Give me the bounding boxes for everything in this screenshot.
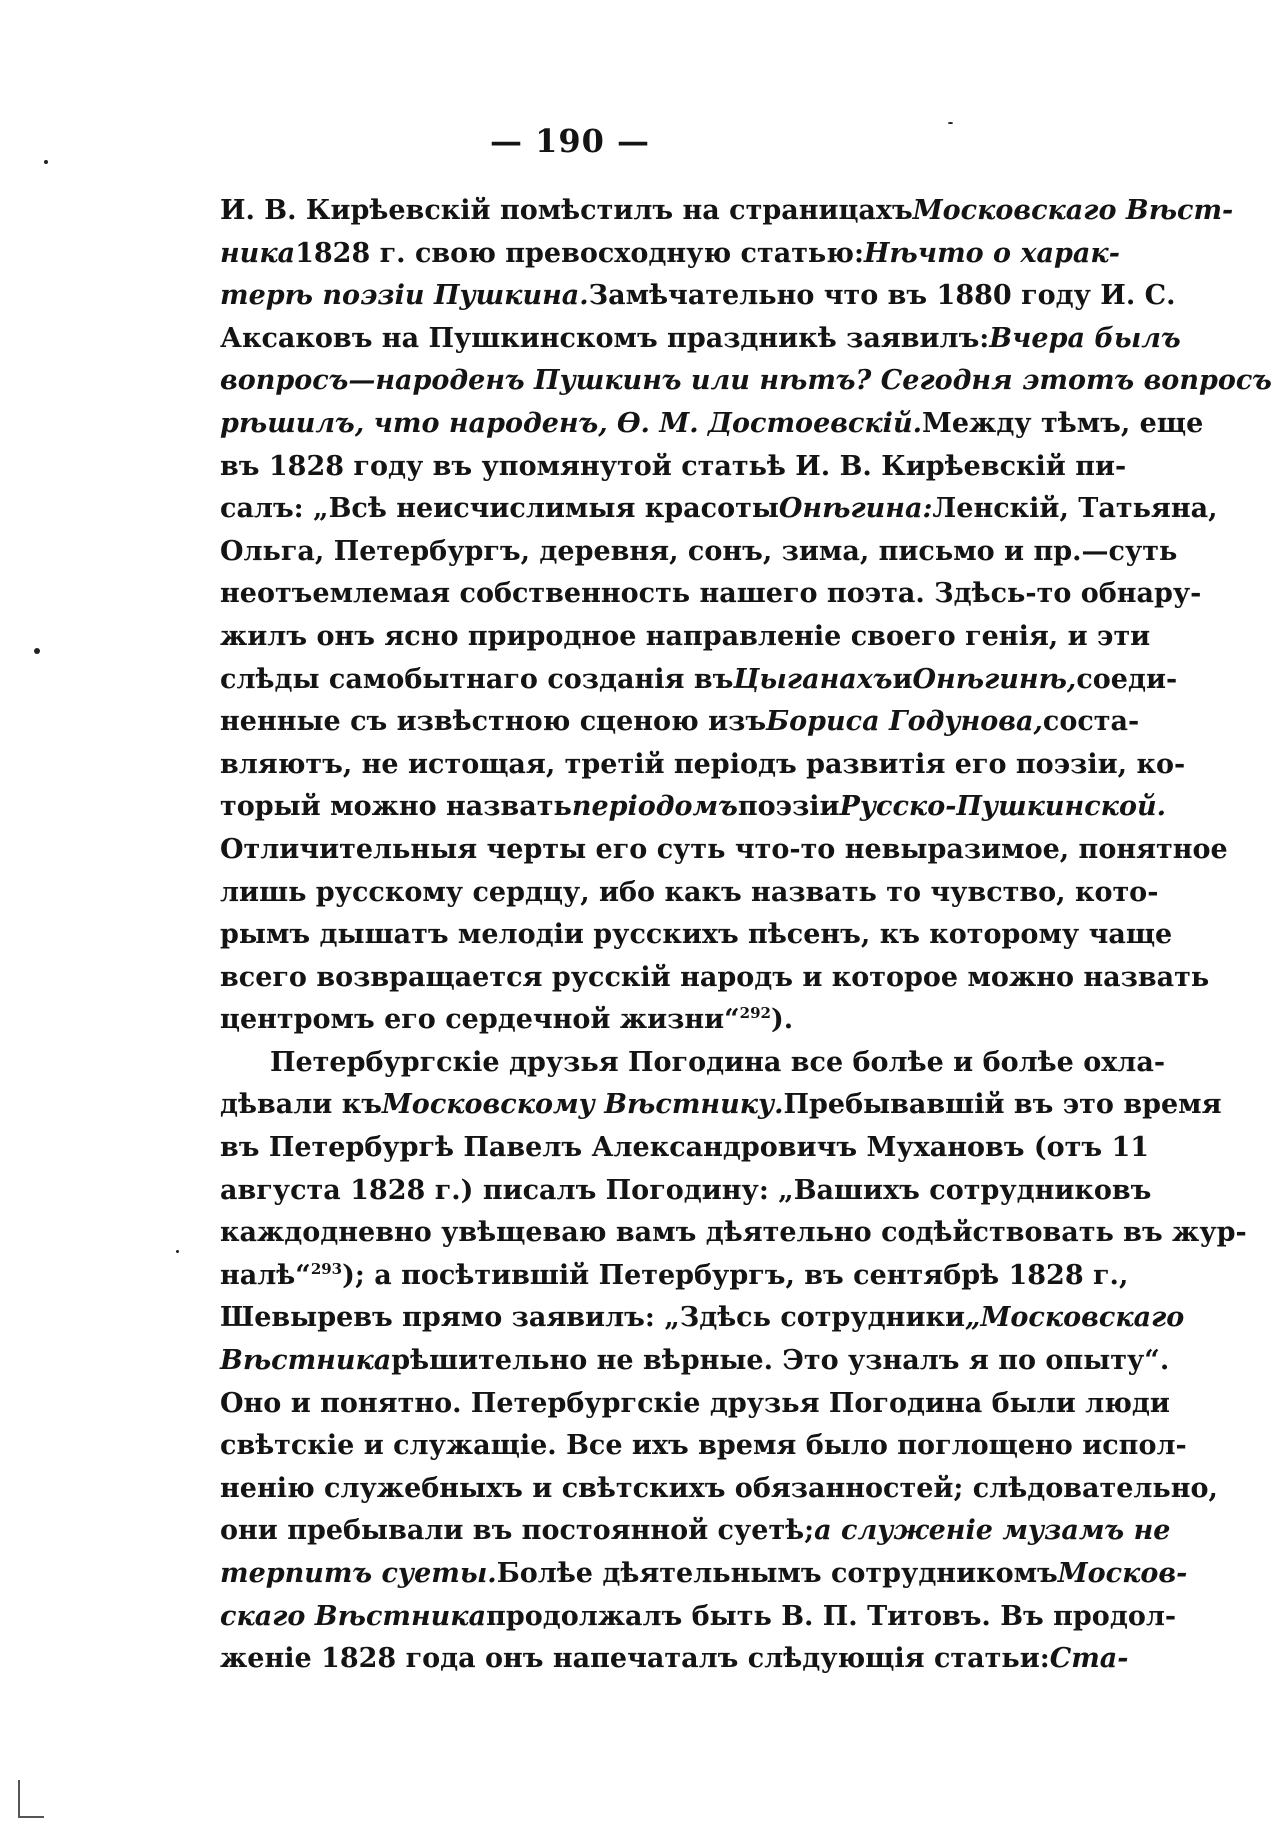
text-line [220,1170,1152,1213]
text-span: рымъ дышатъ мелодіи русскихъ пѣсенъ, къ которому чаще [220,919,1173,951]
text-line [220,446,1127,489]
text-line [220,616,1151,659]
italic-span: скаго Вѣстника [220,1600,487,1632]
text-line [220,659,1178,702]
text-span: Ленскій, Татьяна, [932,493,1218,525]
text-line [220,1596,1177,1639]
body-text [220,190,1272,1681]
text-line [220,1127,1150,1170]
text-span: салъ: „Всѣ неисчислимыя красоты [220,493,779,525]
text-line [220,318,1181,361]
page-number: — 190 — [489,122,651,160]
italic-span: Онѣгина: [778,493,933,525]
text-span: И. В. Кирѣевскій помѣстилъ на страницахъ [220,195,913,226]
text-part: налѣ“ [220,1259,311,1291]
italic-span: Московскому Вѣстнику. [381,1089,784,1121]
italic-span: Вчера былъ [989,322,1181,354]
text-span: Аксаковъ на Пушкинскомъ праздникѣ заявилъ: [220,322,990,354]
text-line [220,1553,1188,1596]
text-span: жилъ онъ ясно природное направленіе своего генія, и эти [220,620,1151,652]
text-line [220,573,1202,616]
text-span: Болѣе дѣятельнымъ сотрудникомъ [496,1558,1058,1589]
italic-span: терѣ поэзіи Пушкина. [220,280,589,312]
italic-span: Вѣстника [220,1345,392,1377]
text-span: рѣшительно не вѣрные. Это узналъ я по опыту“. [391,1345,1170,1377]
scan-speck [34,648,40,654]
text-line [220,999,1070,1042]
footnote-ref: 292 [739,1004,771,1023]
italic-span: Москов- [1057,1558,1188,1589]
text-span: Шевыревъ прямо заявилъ: „Здѣсь сотрудники [220,1302,965,1334]
text-span: свѣтскіе и служащіе. Все ихъ время было поглощено испол- [220,1430,1187,1462]
text-line [220,233,1120,276]
text-part: ); а посѣтившій Петербургъ, въ сентябрѣ 1828 г., [342,1259,1129,1291]
italic-span: ника [220,237,296,269]
text-line [220,1212,1247,1255]
text-line [220,360,1272,403]
text-line [220,957,1210,1000]
scan-speck [948,122,953,124]
text-span: соста- [1042,706,1140,738]
italic-span: „Московскаго [965,1302,1185,1334]
text-line [220,786,1166,829]
text-line [220,1255,1129,1298]
italic-span: Ста- [1049,1643,1129,1675]
text-span: соеди- [1076,663,1178,695]
text-span: Замѣчательно что въ 1880 году И. С. [588,280,1176,312]
text-span: дѣвали къ [220,1089,382,1121]
text-span: вляютъ, не истощая, третій періодъ развитія его поэзіи, ко- [220,748,1186,780]
text-span: каждодневно увѣщеваю вамъ дѣятельно содѣйствовать въ жур- [220,1217,1247,1249]
text-span: Оно и понятно. Петербургскіе друзья Погодина были люди [220,1387,1170,1419]
italic-span: терпитъ суеты. [220,1558,497,1589]
text-line [220,872,1159,915]
italic-span: періодомъ [571,791,738,823]
italic-span: вопросъ—народенъ Пушкинъ или нѣтъ? Сегодня этотъ вопросъ [220,365,1272,397]
text-span: поэзіи [737,791,840,823]
scan-speck [176,1250,179,1253]
text-span: неотъемлемая собственность нашего поэта. Здѣсь-то обнару- [220,578,1202,610]
italic-span: Онѣгинѣ, [912,663,1077,695]
scan-speck [44,160,48,164]
text-span: торый можно назвать [220,791,572,823]
italic-span: Бориса Годунова, [766,706,1043,738]
italic-span: Нѣчто о харак- [863,237,1120,269]
italic-span: Московскаго Вѣст- [912,195,1234,226]
text-line [220,1383,1170,1426]
text-part: центромъ его сердечной жизни“ [220,1004,740,1036]
italic-span: Цыганахъ [733,663,893,695]
text-span: ненію служебныхъ и свѣтскихъ обязанностей; слѣдовательно, [220,1472,1218,1504]
text-line [220,829,1228,872]
text-span: они пребывали въ постоянной суетѣ; [220,1515,815,1547]
text-line [220,1084,1222,1127]
footnote-ref: 293 [310,1259,343,1278]
text-span [220,999,793,1042]
text-span: въ 1828 году въ упомянутой статьѣ И. В. Кирѣевскій пи- [220,450,1127,482]
text-span: ненные съ извѣстною сценою изъ [220,706,767,738]
text-span: продолжалъ быть В. П. Титовъ. Въ продол- [486,1600,1177,1632]
text-span: въ Петербургѣ Павелъ Александровичъ Мухановъ (отъ 11 [220,1132,1150,1164]
text-line [220,744,1186,787]
text-span: августа 1828 г.) писалъ Погодину: „Вашихъ сотрудниковъ [220,1174,1152,1206]
text-line [220,403,1204,446]
text-span: Между тѣмъ, еще [921,407,1204,439]
text-span: Пребывавшій въ это время [783,1089,1222,1121]
text-span: Ольга, Петербургъ, деревня, сонъ, зима, письмо и пр.—суть [220,535,1178,567]
text-span: слѣды самобытнаго созданія въ [220,663,734,695]
text-span: лишь русскому сердцу, ибо какъ назвать то чувство, кото- [220,876,1159,908]
text-line [220,1297,1185,1340]
text-span: Отличительныя черты его суть что-то невыразимое, понятное [220,833,1228,865]
text-part: ). [770,1004,794,1036]
scan-corner-mark [18,1780,44,1818]
text-line [220,1425,1187,1468]
text-span: женіе 1828 года онъ напечаталъ слѣдующія статьи: [220,1643,1050,1675]
text-line [220,914,1173,957]
text-line [220,1468,1218,1511]
text-span: 1828 г. свою превосходную статью: [295,237,864,269]
text-line [220,275,1176,318]
text-line [220,1510,1171,1553]
text-line [220,190,1234,233]
text-line [220,1340,1170,1383]
text-line [220,1638,1129,1681]
italic-span: Русско-Пушкинской. [839,791,1166,823]
text-span [220,1255,1128,1298]
italic-span: а служеніе музамъ не [814,1515,1171,1547]
text-span: всего возвращается русскій народъ и которое можно назвать [220,961,1210,993]
text-span: Петербургскіе друзья Погодина все болѣе и болѣе охла- [270,1046,1166,1078]
text-line [220,488,1218,531]
text-line [220,701,1140,744]
text-line [220,531,1178,574]
italic-span: рѣшилъ, что народенъ, Ѳ. М. Достоевскій. [220,407,922,439]
text-line [220,1042,1166,1085]
text-span: и [892,663,913,695]
